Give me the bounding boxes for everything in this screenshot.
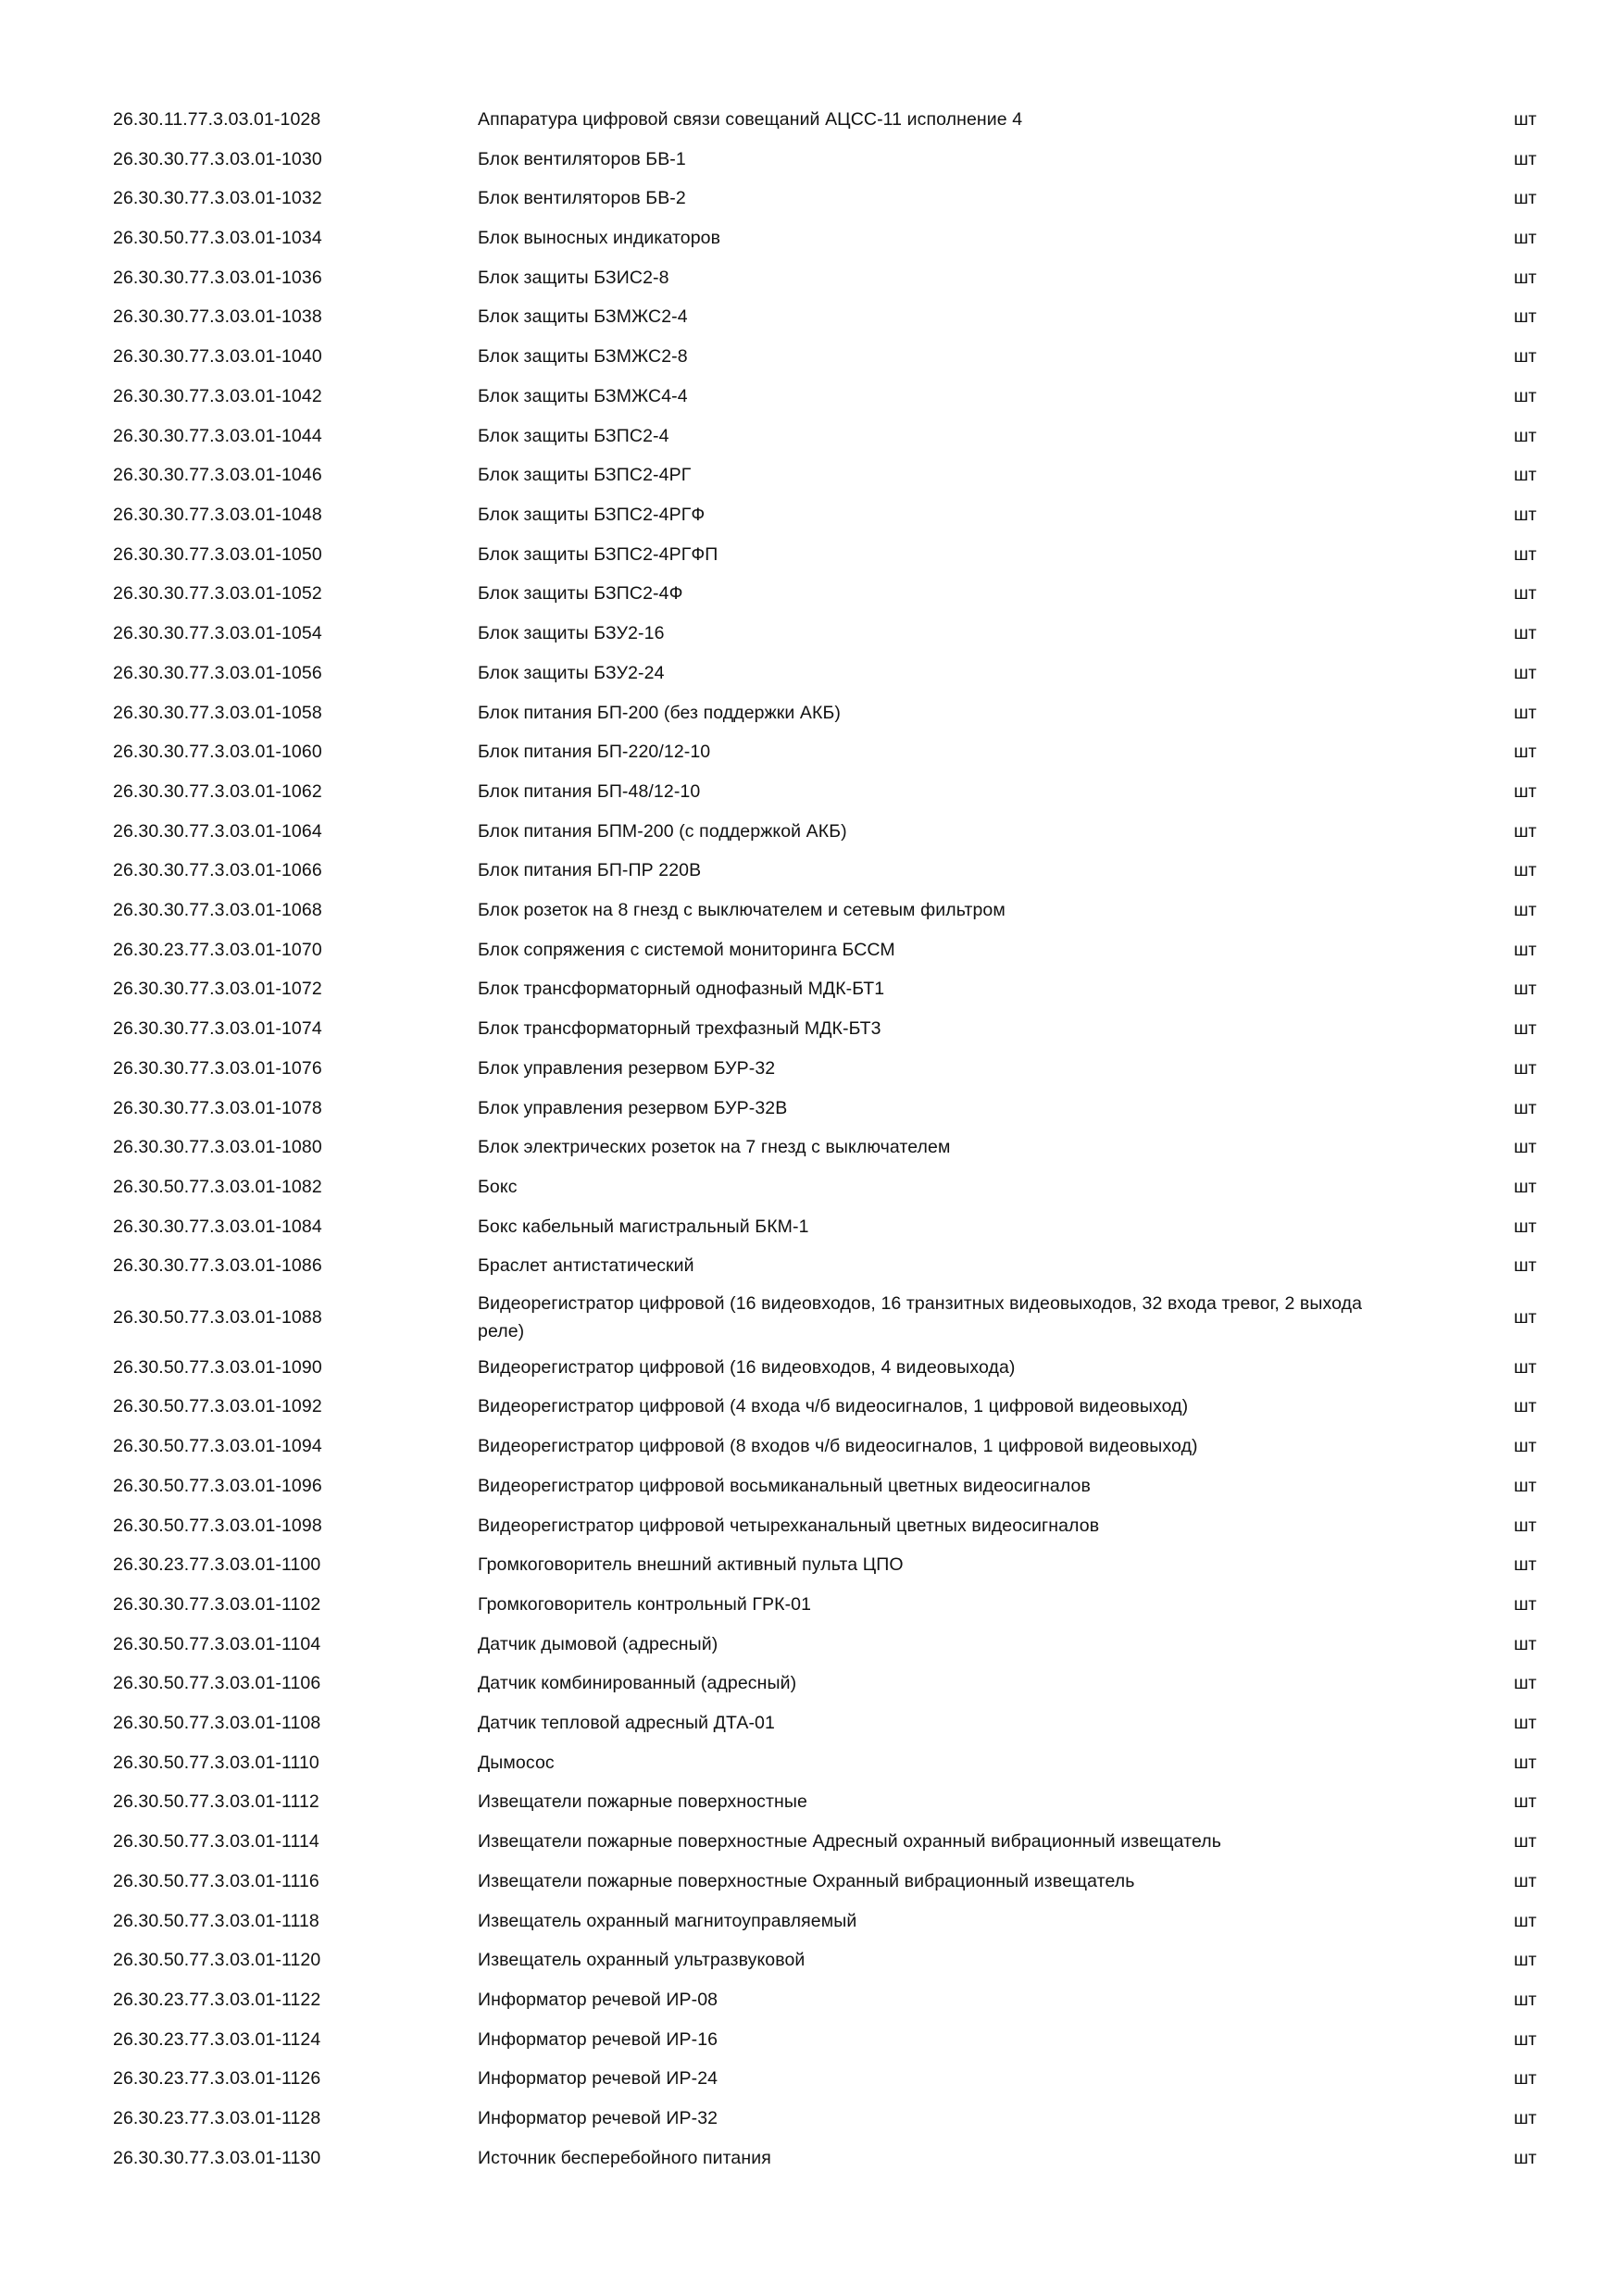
table-row: [0, 654, 1624, 693]
table-row: [0, 614, 1624, 653]
item-unit: шт: [1514, 662, 1537, 683]
item-name: Блок защиты БЗИС2-8: [478, 268, 669, 288]
item-code: 26.30.50.77.3.03.01-1120: [113, 1949, 321, 1970]
table-row: [0, 1387, 1624, 1426]
item-name: Блок питания БП-ПР 220В: [478, 860, 702, 880]
item-code: 26.30.30.77.3.03.01-1042: [113, 385, 322, 406]
item-unit: шт: [1514, 780, 1537, 802]
item-unit: шт: [1514, 1306, 1537, 1328]
item-name: Блок защиты БЗПС2-4РГ: [478, 465, 692, 485]
item-name: Аппаратура цифровой связи совещаний АЦСС-11 исполнение 4: [478, 109, 1023, 130]
item-code: 26.30.50.77.3.03.01-1112: [113, 1791, 319, 1812]
item-code: 26.30.50.77.3.03.01-1116: [113, 1870, 319, 1891]
table-row: [0, 2139, 1624, 2177]
item-name: Информатор речевой ИР-32: [478, 2108, 718, 2128]
item-name: Источник бесперебойного питания: [478, 2148, 771, 2168]
item-unit: шт: [1514, 1057, 1537, 1079]
item-name: Видеорегистратор цифровой (4 входа ч/б видеосигналов, 1 цифровой видеовыход): [478, 1396, 1189, 1416]
item-unit: шт: [1514, 1791, 1537, 1812]
item-name: Извещатели пожарные поверхностные Охранный вибрационный извещатель: [478, 1871, 1135, 1891]
table-row: [0, 1167, 1624, 1206]
item-code: 26.30.30.77.3.03.01-1086: [113, 1254, 322, 1276]
item-code: 26.30.30.77.3.03.01-1074: [113, 1017, 322, 1039]
item-code: 26.30.23.77.3.03.01-1070: [113, 939, 322, 960]
item-name: Извещатели пожарные поверхностные Адресный охранный вибрационный извещатель: [478, 1831, 1222, 1852]
table-row: [0, 772, 1624, 811]
item-name: Блок питания БП-48/12-10: [478, 781, 701, 802]
item-code: 26.30.30.77.3.03.01-1058: [113, 702, 322, 723]
item-name: Браслет антистатический: [478, 1255, 694, 1276]
item-unit: шт: [1514, 2028, 1537, 2050]
item-name: Бокс: [478, 1177, 518, 1197]
item-code: 26.30.30.77.3.03.01-1044: [113, 425, 322, 446]
item-unit: шт: [1514, 1254, 1537, 1276]
item-unit: шт: [1514, 741, 1537, 762]
item-unit: шт: [1514, 267, 1537, 288]
table-row: [0, 179, 1624, 218]
table-row: [0, 1545, 1624, 1584]
table-row: [0, 1286, 1624, 1349]
item-unit: шт: [1514, 1356, 1537, 1378]
table-row: [0, 417, 1624, 455]
item-name: Громкоговоритель контрольный ГРК-01: [478, 1594, 812, 1615]
table-row: [0, 140, 1624, 179]
item-name: Блок защиты БЗПС2-4Ф: [478, 583, 683, 604]
item-name: Информатор речевой ИР-24: [478, 2068, 718, 2089]
item-name: Блок защиты БЗУ2-16: [478, 623, 665, 643]
item-code: 26.30.50.77.3.03.01-1106: [113, 1672, 321, 1693]
item-code: 26.30.30.77.3.03.01-1056: [113, 662, 322, 683]
item-unit: шт: [1514, 385, 1537, 406]
table-row: [0, 1980, 1624, 2019]
table-row: [0, 258, 1624, 297]
item-name: Блок питания БПМ-200 (с поддержкой АКБ): [478, 821, 847, 842]
item-unit: шт: [1514, 939, 1537, 960]
item-name: Блок управления резервом БУР-32В: [478, 1098, 788, 1118]
table-row: [0, 812, 1624, 851]
table-row: [0, 732, 1624, 771]
item-code: 26.30.23.77.3.03.01-1124: [113, 2028, 321, 2050]
item-unit: шт: [1514, 1176, 1537, 1197]
item-unit: шт: [1514, 820, 1537, 842]
item-code: 26.30.23.77.3.03.01-1128: [113, 2107, 321, 2128]
item-code: 26.30.50.77.3.03.01-1110: [113, 1752, 319, 1773]
item-code: 26.30.30.77.3.03.01-1060: [113, 741, 322, 762]
item-unit: шт: [1514, 1989, 1537, 2010]
item-unit: шт: [1514, 2147, 1537, 2168]
table-row: [0, 1128, 1624, 1167]
table-row: [0, 1466, 1624, 1505]
item-code: 26.30.30.77.3.03.01-1046: [113, 464, 322, 485]
table-row: [0, 969, 1624, 1008]
item-name: Блок защиты БЗМЖС2-4: [478, 306, 688, 327]
item-unit: шт: [1514, 2107, 1537, 2128]
item-unit: шт: [1514, 1475, 1537, 1496]
table-row: [0, 1089, 1624, 1128]
item-unit: шт: [1514, 1672, 1537, 1693]
item-unit: шт: [1514, 1870, 1537, 1891]
item-unit: шт: [1514, 108, 1537, 130]
item-unit: шт: [1514, 859, 1537, 880]
item-name: Блок защиты БЗУ2-24: [478, 663, 665, 683]
item-name: Дымосос: [478, 1753, 555, 1773]
item-name: Извещатель охранный магнитоуправляемый: [478, 1911, 857, 1931]
item-name: Блок розеток на 8 гнезд с выключателем и сетевым фильтром: [478, 900, 1006, 920]
item-code: 26.30.30.77.3.03.01-1036: [113, 267, 322, 288]
table-row: [0, 574, 1624, 613]
item-unit: шт: [1514, 1216, 1537, 1237]
table-row: [0, 377, 1624, 416]
item-unit: шт: [1514, 582, 1537, 604]
table-row: [0, 1822, 1624, 1861]
item-unit: шт: [1514, 148, 1537, 169]
item-unit: шт: [1514, 1633, 1537, 1654]
item-unit: шт: [1514, 464, 1537, 485]
item-unit: шт: [1514, 1136, 1537, 1157]
item-code: 26.30.30.77.3.03.01-1040: [113, 345, 322, 367]
table-row: [0, 535, 1624, 574]
item-unit: шт: [1514, 1910, 1537, 1931]
item-unit: шт: [1514, 306, 1537, 327]
item-code: 26.30.30.77.3.03.01-1084: [113, 1216, 322, 1237]
item-code: 26.30.30.77.3.03.01-1030: [113, 148, 322, 169]
item-name: Блок вентиляторов БВ-2: [478, 188, 686, 208]
item-name: Видеорегистратор цифровой восьмиканальный цветных видеосигналов: [478, 1476, 1091, 1496]
table-row: [0, 1585, 1624, 1624]
item-unit: шт: [1514, 504, 1537, 525]
item-unit: шт: [1514, 1554, 1537, 1575]
item-code: 26.30.30.77.3.03.01-1078: [113, 1097, 322, 1118]
item-name: Видеорегистратор цифровой (8 входов ч/б видеосигналов, 1 цифровой видеовыход): [478, 1436, 1198, 1456]
item-code: 26.30.30.77.3.03.01-1102: [113, 1593, 321, 1615]
item-code: 26.30.50.77.3.03.01-1088: [113, 1306, 322, 1328]
item-name: Видеорегистратор цифровой (16 видеовходов, 16 транзитных видеовыходов, 32 входа тревог, 2 выхода реле): [478, 1293, 1363, 1341]
item-name: Видеорегистратор цифровой (16 видеовходов, 4 видеовыхода): [478, 1357, 1016, 1378]
item-unit: шт: [1514, 227, 1537, 248]
item-name: Информатор речевой ИР-16: [478, 2029, 718, 2050]
item-unit: шт: [1514, 1515, 1537, 1536]
item-name: Блок выносных индикаторов: [478, 228, 721, 248]
item-name: Блок вентиляторов БВ-1: [478, 149, 686, 169]
item-code: 26.30.11.77.3.03.01-1028: [113, 108, 321, 130]
item-code: 26.30.30.77.3.03.01-1054: [113, 622, 322, 643]
item-code: 26.30.50.77.3.03.01-1094: [113, 1435, 322, 1456]
item-name: Блок управления резервом БУР-32: [478, 1058, 776, 1079]
item-unit: шт: [1514, 1017, 1537, 1039]
item-unit: шт: [1514, 187, 1537, 208]
table-row: [0, 1782, 1624, 1821]
item-name: Блок трансформаторный однофазный МДК-БТ1: [478, 979, 885, 999]
item-name: Блок электрических розеток на 7 гнезд с выключателем: [478, 1137, 951, 1157]
table-row: [0, 455, 1624, 494]
table-row: [0, 1506, 1624, 1545]
item-name: Видеорегистратор цифровой четырехканальный цветных видеосигналов: [478, 1516, 1100, 1536]
table-row: [0, 1703, 1624, 1742]
item-code: 26.30.30.77.3.03.01-1068: [113, 899, 322, 920]
item-name: Датчик комбинированный (адресный): [478, 1673, 797, 1693]
table-row: [0, 297, 1624, 336]
table-row: [0, 2020, 1624, 2059]
item-code: 26.30.30.77.3.03.01-1076: [113, 1057, 322, 1079]
item-code: 26.30.50.77.3.03.01-1092: [113, 1395, 322, 1416]
item-unit: шт: [1514, 702, 1537, 723]
table-row: [0, 1902, 1624, 1940]
item-unit: шт: [1514, 2067, 1537, 2089]
item-code: 26.30.30.77.3.03.01-1052: [113, 582, 322, 604]
table-row: [0, 1427, 1624, 1466]
item-code: 26.30.50.77.3.03.01-1082: [113, 1176, 322, 1197]
item-code: 26.30.50.77.3.03.01-1104: [113, 1633, 321, 1654]
item-code: 26.30.50.77.3.03.01-1034: [113, 227, 322, 248]
item-code: 26.30.50.77.3.03.01-1096: [113, 1475, 322, 1496]
item-name: Блок трансформаторный трехфазный МДК-БТ3: [478, 1018, 881, 1039]
item-unit: шт: [1514, 1830, 1537, 1852]
item-code: 26.30.23.77.3.03.01-1122: [113, 1989, 321, 2010]
item-unit: шт: [1514, 1712, 1537, 1733]
table-row: [0, 337, 1624, 376]
item-name: Блок питания БП-200 (без поддержки АКБ): [478, 703, 841, 723]
item-unit: шт: [1514, 1097, 1537, 1118]
item-name: Блок защиты БЗПС2-4РГФП: [478, 544, 718, 565]
item-name: Извещатель охранный ультразвуковой: [478, 1950, 806, 1970]
item-code: 26.30.30.77.3.03.01-1080: [113, 1136, 322, 1157]
table-row: [0, 1940, 1624, 1979]
table-row: [0, 1743, 1624, 1782]
item-name: Датчик тепловой адресный ДТА-01: [478, 1713, 775, 1733]
item-name: Блок защиты БЗПС2-4РГФ: [478, 505, 706, 525]
item-unit: шт: [1514, 1435, 1537, 1456]
table-row: [0, 2099, 1624, 2138]
item-name: Блок питания БП-220/12-10: [478, 742, 711, 762]
item-code: 26.30.50.77.3.03.01-1118: [113, 1910, 319, 1931]
table-row: [0, 1625, 1624, 1664]
item-unit: шт: [1514, 622, 1537, 643]
item-name: Блок сопряжения с системой мониторинга БССМ: [478, 940, 895, 960]
table-row: [0, 1207, 1624, 1246]
item-name: Бокс кабельный магистральный БКМ-1: [478, 1217, 809, 1237]
table-row: [0, 1246, 1624, 1285]
table-row: [0, 218, 1624, 257]
table-row: [0, 693, 1624, 732]
table-row: [0, 1009, 1624, 1048]
item-code: 26.30.30.77.3.03.01-1032: [113, 187, 322, 208]
table-row: [0, 495, 1624, 534]
item-code: 26.30.30.77.3.03.01-1050: [113, 543, 322, 565]
table-row: [0, 100, 1624, 139]
item-code: 26.30.30.77.3.03.01-1064: [113, 820, 322, 842]
item-name: Извещатели пожарные поверхностные: [478, 1791, 807, 1812]
item-unit: шт: [1514, 425, 1537, 446]
item-unit: шт: [1514, 1395, 1537, 1416]
table-row: [0, 851, 1624, 890]
item-unit: шт: [1514, 1949, 1537, 1970]
item-unit: шт: [1514, 1593, 1537, 1615]
item-unit: шт: [1514, 543, 1537, 565]
item-code: 26.30.23.77.3.03.01-1100: [113, 1554, 321, 1575]
item-unit: шт: [1514, 1752, 1537, 1773]
item-code: 26.30.23.77.3.03.01-1126: [113, 2067, 321, 2089]
item-code: 26.30.30.77.3.03.01-1062: [113, 780, 322, 802]
table-row: [0, 1862, 1624, 1901]
item-name: Информатор речевой ИР-08: [478, 1990, 718, 2010]
item-name: Датчик дымовой (адресный): [478, 1634, 718, 1654]
item-name: Блок защиты БЗМЖС2-8: [478, 346, 688, 367]
item-code: 26.30.30.77.3.03.01-1066: [113, 859, 322, 880]
item-code: 26.30.50.77.3.03.01-1114: [113, 1830, 319, 1852]
table-row: [0, 1049, 1624, 1088]
table-row: [0, 1664, 1624, 1703]
table-row: [0, 1348, 1624, 1387]
item-name: Громкоговоритель внешний активный пульта ЦПО: [478, 1554, 904, 1575]
item-code: 26.30.50.77.3.03.01-1098: [113, 1515, 322, 1536]
item-code: 26.30.30.77.3.03.01-1130: [113, 2147, 321, 2168]
item-unit: шт: [1514, 899, 1537, 920]
item-unit: шт: [1514, 345, 1537, 367]
item-code: 26.30.50.77.3.03.01-1108: [113, 1712, 321, 1733]
table-row: [0, 930, 1624, 969]
table-row: [0, 891, 1624, 930]
item-unit: шт: [1514, 978, 1537, 999]
item-name: Блок защиты БЗМЖС4-4: [478, 386, 688, 406]
item-code: 26.30.30.77.3.03.01-1072: [113, 978, 322, 999]
item-name: Блок защиты БЗПС2-4: [478, 426, 669, 446]
item-code: 26.30.30.77.3.03.01-1038: [113, 306, 322, 327]
item-code: 26.30.50.77.3.03.01-1090: [113, 1356, 322, 1378]
table-row: [0, 2059, 1624, 2098]
item-code: 26.30.30.77.3.03.01-1048: [113, 504, 322, 525]
